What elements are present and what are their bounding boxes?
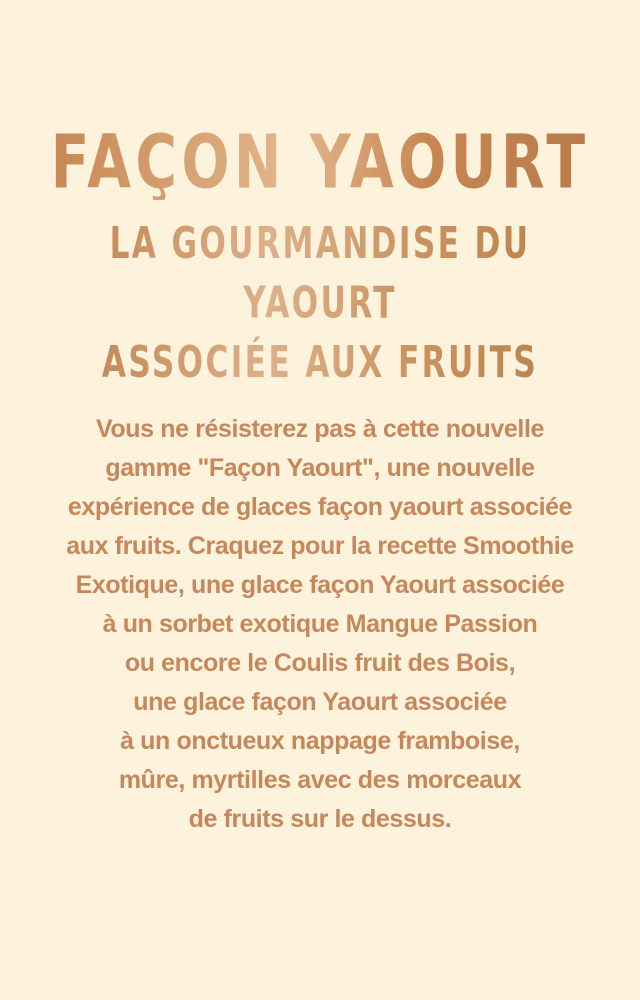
subtitle-line: ASSOCIÉE AUX FRUITS <box>101 337 539 388</box>
description-paragraph <box>20 410 620 839</box>
description-line: à un onctueux nappage framboise, <box>120 727 520 755</box>
description-line: mûre, myrtilles avec des morceaux <box>118 766 522 794</box>
subtitle-line: LA GOURMANDISE DU YAOURT <box>109 218 531 329</box>
description-line: Exotique, une glace façon Yaourt associée <box>75 571 565 599</box>
description-line: de fruits sur le dessus. <box>188 805 452 833</box>
description-line: une glace façon Yaourt associée <box>133 688 507 716</box>
description-line: expérience de glaces façon yaourt associée <box>67 493 573 521</box>
description-line: gamme "Façon Yaourt", une nouvelle <box>105 454 535 482</box>
description-line: Vous ne résisterez pas à cette nouvelle <box>95 415 545 443</box>
description-line: ou encore le Coulis fruit des Bois, <box>124 649 516 677</box>
description-line: à un sorbet exotique Mangue Passion <box>102 610 538 638</box>
description-line: aux fruits. Craquez pour la recette Smoothie <box>66 532 574 560</box>
page-subtitle <box>70 214 569 392</box>
page-title: FAÇON YAOURT <box>45 126 595 200</box>
